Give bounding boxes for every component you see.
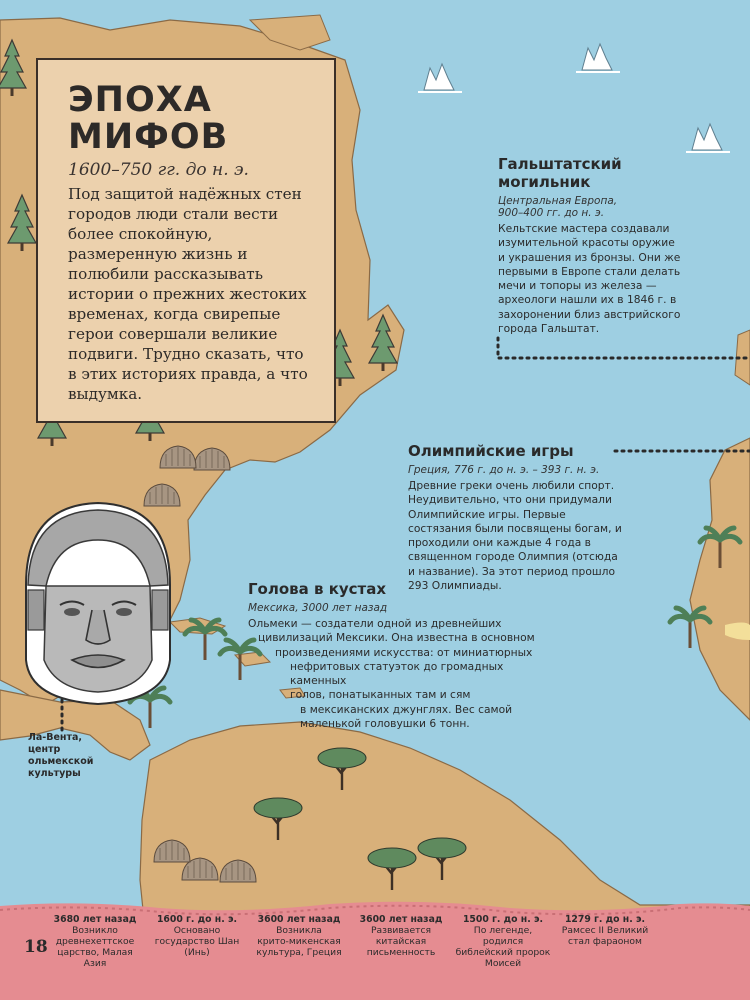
timeline-text-1: Развивается <box>370 925 432 936</box>
timeline-date: 3600 лет назад <box>257 914 341 925</box>
timeline-item <box>46 914 144 969</box>
timeline-text-2: крито-микенская <box>257 936 341 947</box>
hallstatt-location-2: 900–400 гг. до н. э. <box>498 207 605 219</box>
hallstatt-text: Кельтские мастера создавали изумительной красоты оружие и украшения из бронзы. Они же первыми в Европе стали делать мечи и топоры из железа — археологи нашли их в 1846 г. в захоронении близ австрийского города Гальштат. <box>498 222 681 336</box>
hallstatt-heading-2: могильник <box>498 173 591 191</box>
la-venta-label <box>28 732 118 780</box>
timeline-text-2: стал фараоном <box>568 936 642 947</box>
timeline-date: 1279 г. до н. э. <box>564 914 646 925</box>
timeline-item <box>250 914 348 958</box>
timeline-text-2: древнехеттское <box>55 936 135 947</box>
la-venta-line-4: культуры <box>28 768 81 779</box>
la-venta-line-3: ольмекской <box>28 756 94 767</box>
era-description: Под защитой надёжных стен городов люди стали вести более спокойную, размеренную жизнь и полюбили рассказывать истории о прежних жестоких временах, когда свирепые герои совершали великие подвиги. Трудно сказать, что в этих историях правда, а что выдумка. <box>68 185 308 403</box>
hallstatt-block <box>498 155 683 336</box>
timeline-text-1: Рамсес II Великий <box>561 925 649 936</box>
la-venta-line-1: Ла-Вента, <box>28 732 83 743</box>
olympic-block <box>408 442 623 593</box>
era-dates: 1600–750 гг. до н. э. <box>68 160 249 180</box>
timeline-text-1: Возникло <box>72 925 118 936</box>
timeline-item <box>454 914 552 969</box>
timeline-text-3: (Инь) <box>184 947 210 958</box>
timeline-item <box>556 914 654 947</box>
timeline-text-1: Основано <box>173 925 221 936</box>
olmec-line-5: голов, понатыканных там и сям <box>290 688 471 702</box>
timeline-text-2: китайская <box>375 936 427 947</box>
olmec-line-6: в мексиканских джунглях. Вес самой <box>300 702 513 716</box>
timeline-text-2: библейский пророк <box>455 947 551 958</box>
hallstatt-location-1: Центральная Европа, <box>498 195 618 207</box>
timeline-date: 3600 лет назад <box>359 914 443 925</box>
timeline-item <box>148 914 246 958</box>
title-line-1: ЭПОХА <box>68 80 212 120</box>
timeline-date: 3680 лет назад <box>53 914 137 925</box>
title-line-2: МИФОВ <box>68 117 229 157</box>
olmec-line-3: произведениями искусства: от миниатюрных <box>275 645 533 659</box>
page-number: 18 <box>24 937 48 957</box>
olmec-line-4: нефритовых статуэток до громадных каменных <box>290 659 504 688</box>
era-title-box <box>36 58 336 423</box>
timeline-text-1: Возникла <box>276 925 322 936</box>
olmec-heading: Голова в кустах <box>248 580 387 598</box>
olmec-head-illustration <box>26 503 170 704</box>
la-venta-line-2: центр <box>28 744 61 755</box>
timeline-text-3: Моисей <box>484 958 522 969</box>
olympic-location: Греция, 776 г. до н. э. – 393 г. н. э. <box>408 464 600 476</box>
olympic-text: Древние греки очень любили спорт. Неудивительно, что они придумали Олимпийские игры. Первые состязания были посвящены богам, и проходили они каждые 4 года в священном городе Олимпия (отсюда и название). За этот период прошло 293 Олимпиады. <box>408 479 622 593</box>
olmec-line-7: маленькой головушки 6 тонн. <box>300 717 470 731</box>
timeline-date: 1600 г. до н. э. <box>156 914 238 925</box>
timeline-date: 1500 г. до н. э. <box>462 914 544 925</box>
timeline-text-1: По легенде, родился <box>473 925 533 947</box>
timeline-item <box>352 914 450 958</box>
timeline-text-2: государство Шан <box>154 936 240 947</box>
olmec-location: Мексика, 3000 лет назад <box>248 602 388 614</box>
olmec-block <box>248 580 548 731</box>
timeline-text-3: культура, Греция <box>256 947 342 958</box>
olmec-line-2: цивилизаций Мексики. Она известна в основном <box>258 631 535 645</box>
olmec-line-1: Ольмеки — создатели одной из древнейших <box>248 617 502 630</box>
olympic-heading: Олимпийские игры <box>408 442 574 460</box>
timeline-text-3: письменность <box>366 947 436 958</box>
hallstatt-heading-1: Гальштатский <box>498 155 622 173</box>
timeline-text-3: царство, Малая Азия <box>57 947 133 969</box>
